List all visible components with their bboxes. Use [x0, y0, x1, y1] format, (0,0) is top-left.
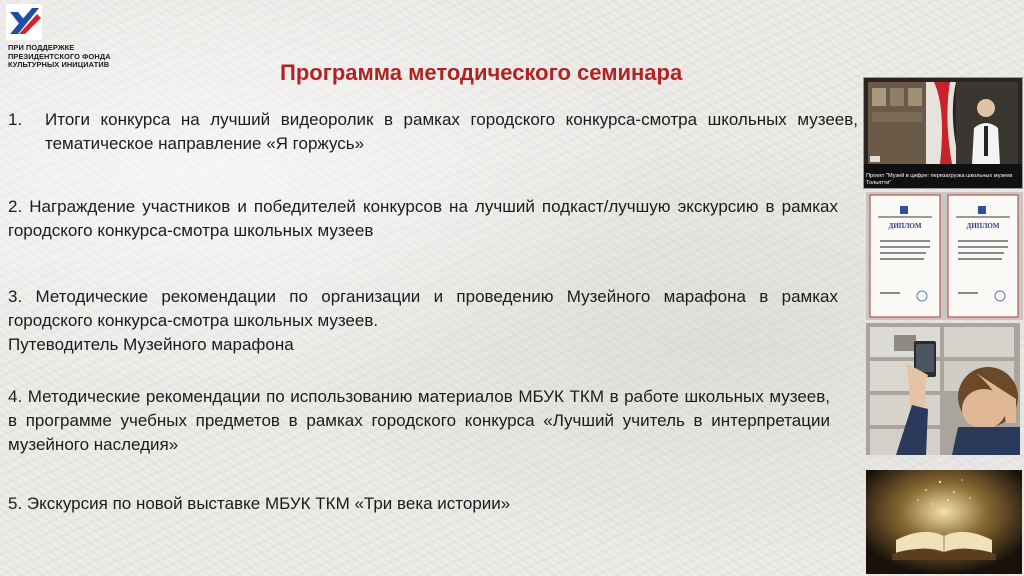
item-text: 3. Методические рекомендации по организации и проведению Музейного марафона в рамках городского конкурса-смотра школьных музеев.	[8, 287, 838, 330]
open-book-photo	[866, 470, 1022, 574]
program-item-5	[8, 492, 838, 516]
item-extra-text: Путеводитель Музейного марафона	[8, 335, 294, 354]
logo-line: ПРЕЗИДЕНТСКОГО ФОНДА	[8, 51, 111, 61]
boy-with-phone-scene	[866, 323, 1020, 455]
program-item-3	[8, 285, 838, 357]
item-text: 4. Методические рекомендации по использованию материалов МБУК ТКМ в работе школьных музеев, в программе учебных предметов в рамках городского конкурса «Лучший учитель в интерпретации музейного наследия»	[8, 387, 830, 454]
slide-title: Программа методического семинара	[280, 60, 683, 85]
diplomas-scene	[866, 192, 1023, 320]
video-caption: Проект "Музей в цифре: перезагрузка школьных музеев Тольятти"	[866, 173, 1013, 186]
video-still-scene	[864, 78, 1022, 188]
logo-line: ПРИ ПОДДЕРЖКЕ	[8, 43, 75, 52]
foundation-logo-mark	[6, 4, 42, 40]
program-item-1	[8, 108, 858, 156]
foundation-logo-text	[8, 44, 158, 70]
item-number: 1.	[8, 110, 23, 129]
diploma-heading: ДИПЛОМ	[888, 222, 922, 230]
item-text: 5. Экскурсия по новой выставке МБУК ТКМ «Три века истории»	[8, 494, 511, 513]
program-item-2	[8, 195, 838, 243]
diploma-heading: ДИПЛОМ	[966, 222, 1000, 230]
foundation-logo	[6, 4, 146, 70]
video-still-photo	[863, 77, 1023, 189]
item-text: Итоги конкурса на лучший видеоролик в рамках городского конкурса-смотра школьных музеев, тематическое направление «Я горжусь»	[45, 110, 858, 153]
open-book-scene	[866, 470, 1022, 574]
logo-line: КУЛЬТУРНЫХ ИНИЦИАТИВ	[8, 60, 110, 69]
diplomas-photo	[866, 192, 1023, 320]
item-text: 2. Награждение участников и победителей конкурсов на лучший подкаст/лучшую экскурсию в рамках городского конкурса-смотра школьных музеев	[8, 197, 838, 240]
program-item-4	[8, 385, 830, 457]
boy-with-phone-photo	[866, 323, 1020, 455]
